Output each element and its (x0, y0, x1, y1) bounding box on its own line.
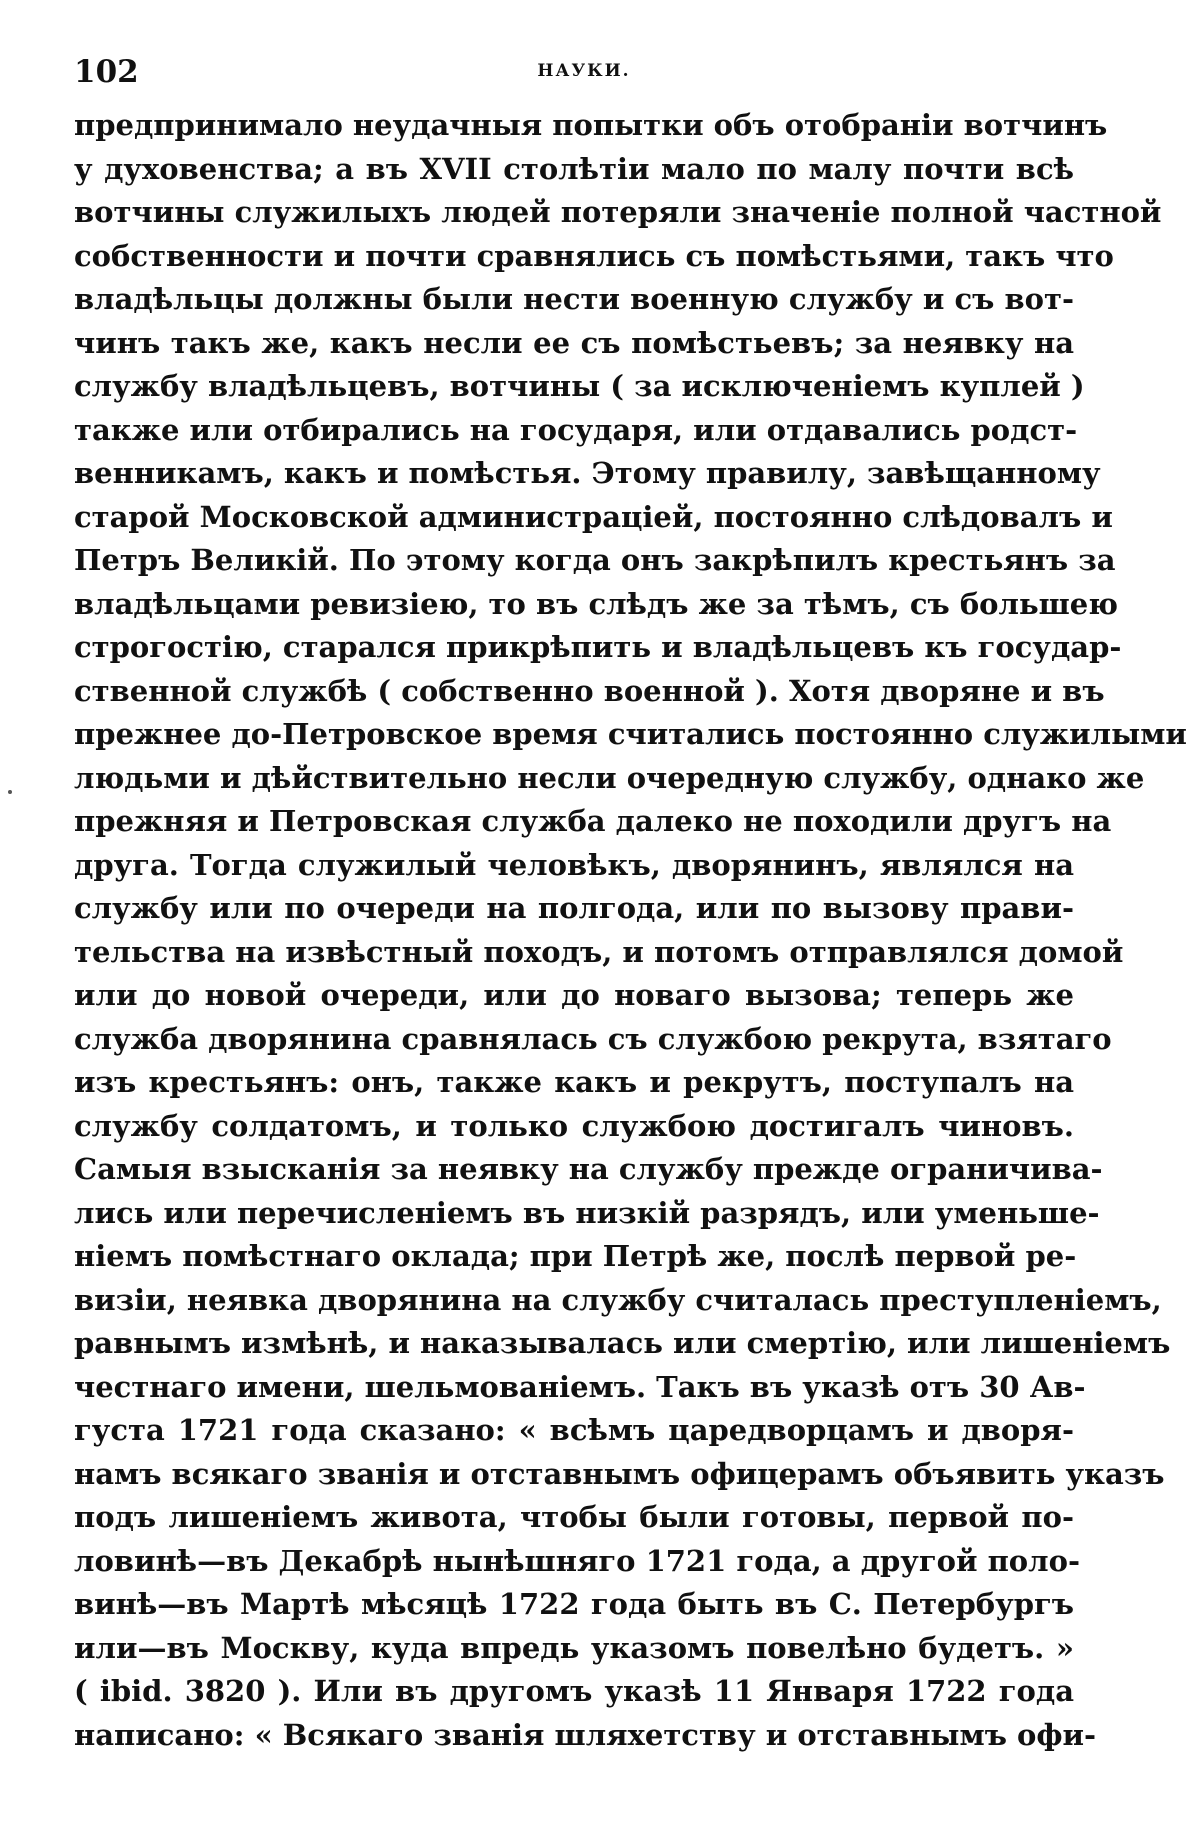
text-line: чинъ такъ же, какъ несли ее съ помѣстьевъ; за неявку на (74, 325, 1074, 360)
text-line: изъ крестьянъ: онъ, также какъ и рекрутъ, поступалъ на (74, 1065, 1074, 1099)
text-line: прежняя и Петровская служба далеко не походили другъ на (74, 804, 1112, 838)
text-line: друга. Тогда служилый человѣкъ, дворянинъ, являлся на (74, 847, 1074, 882)
text-line: прежнее до-Петровское время считались постоянно служилыми (74, 717, 1187, 751)
text-line: службу солдатомъ, и только службою достигалъ чиновъ. (74, 1108, 1074, 1143)
text-line: владѣльцами ревизіею, то въ слѣдъ же за тѣмъ, съ большею (74, 586, 1118, 621)
text-line: равнымъ измѣнѣ, и наказывалась или смертію, или лишеніемъ (74, 1326, 1171, 1360)
text-line: владѣльцы должны были нести военную службу и съ вот- (74, 282, 1074, 316)
text-line: у духовенства; а въ XVII столѣтіи мало по малу почти всѣ (74, 151, 1074, 186)
page-number: 102 (74, 54, 139, 90)
text-line: службу или по очереди на полгода, или по вызову прави- (74, 891, 1074, 925)
text-line: старой Московской администраціей, постоянно слѣдовалъ и (74, 499, 1113, 534)
text-line: или—въ Москву, куда впредь указомъ повелѣно будетъ. » (74, 1630, 1074, 1665)
text-line: визіи, неявка дворянина на службу считалась преступленіемъ, (74, 1282, 1162, 1317)
running-title: НАУКИ. (537, 61, 631, 81)
text-line: служба дворянина сравнялась съ службою рекрута, взятаго (74, 1021, 1112, 1056)
scan-speck (8, 790, 12, 794)
text-line: тельства на извѣстный походъ, и потомъ отправлялся домой (74, 934, 1124, 969)
text-line: также или отбирались на государя, или отдавались родст- (74, 412, 1078, 447)
text-line: службу владѣльцевъ, вотчины ( за исключеніемъ куплей ) (74, 369, 1085, 403)
text-line: или до новой очереди, или до новаго вызова; теперь же (74, 978, 1074, 1012)
text-line: Самыя взысканія за неявку на службу прежде ограничива- (74, 1152, 1103, 1186)
text-line: ловинѣ—въ Декабрѣ нынѣшняго 1721 года, а другой поло- (74, 1543, 1080, 1578)
body-text (74, 104, 1187, 1757)
text-line: подъ лишеніемъ живота, чтобы были готовы, первой по- (74, 1500, 1074, 1534)
text-line: честнаго имени, шельмованіемъ. Такъ въ указѣ отъ 30 Ав- (74, 1369, 1086, 1404)
text-line: собственности и почти сравнялись съ помѣстьями, такъ что (74, 238, 1114, 273)
text-line: лись или перечисленіемъ въ низкій разрядъ, или уменьше- (74, 1195, 1100, 1230)
text-line: предпринимало неудачныя попытки объ отобраніи вотчинъ (74, 108, 1108, 142)
text-line: ственной службѣ ( собственно военной ). Хотя дворяне и въ (74, 673, 1105, 708)
text-line: венникамъ, какъ и помѣстья. Этому правилу, завѣщанному (74, 456, 1101, 490)
text-line: намъ всякаго званія и отставнымъ офицерамъ объявить указъ (74, 1456, 1165, 1491)
text-line: вотчины служилыхъ людей потеряли значеніе полной частной (74, 195, 1162, 229)
page-header (74, 52, 1094, 92)
text-line: написано: « Всякаго званія шляхетству и отставнымъ офи- (74, 1717, 1097, 1752)
text-line: густа 1721 года сказано: « всѣмъ царедворцамъ и дворя- (74, 1413, 1074, 1447)
text-line: винѣ—въ Мартѣ мѣсяцѣ 1722 года быть въ С. Петербургъ (74, 1587, 1074, 1621)
text-line: ( ibid. 3820 ). Или въ другомъ указѣ 11 Января 1722 года (74, 1674, 1074, 1708)
text-line: строгостію, старался прикрѣпить и владѣльцевъ къ государ- (74, 630, 1122, 664)
text-line: ніемъ помѣстнаго оклада; при Петрѣ же, послѣ первой ре- (74, 1239, 1077, 1273)
text-line: Петръ Великій. По этому когда онъ закрѣпилъ крестьянъ за (74, 543, 1116, 577)
text-line: людьми и дѣйствительно несли очередную службу, однако же (74, 760, 1145, 795)
